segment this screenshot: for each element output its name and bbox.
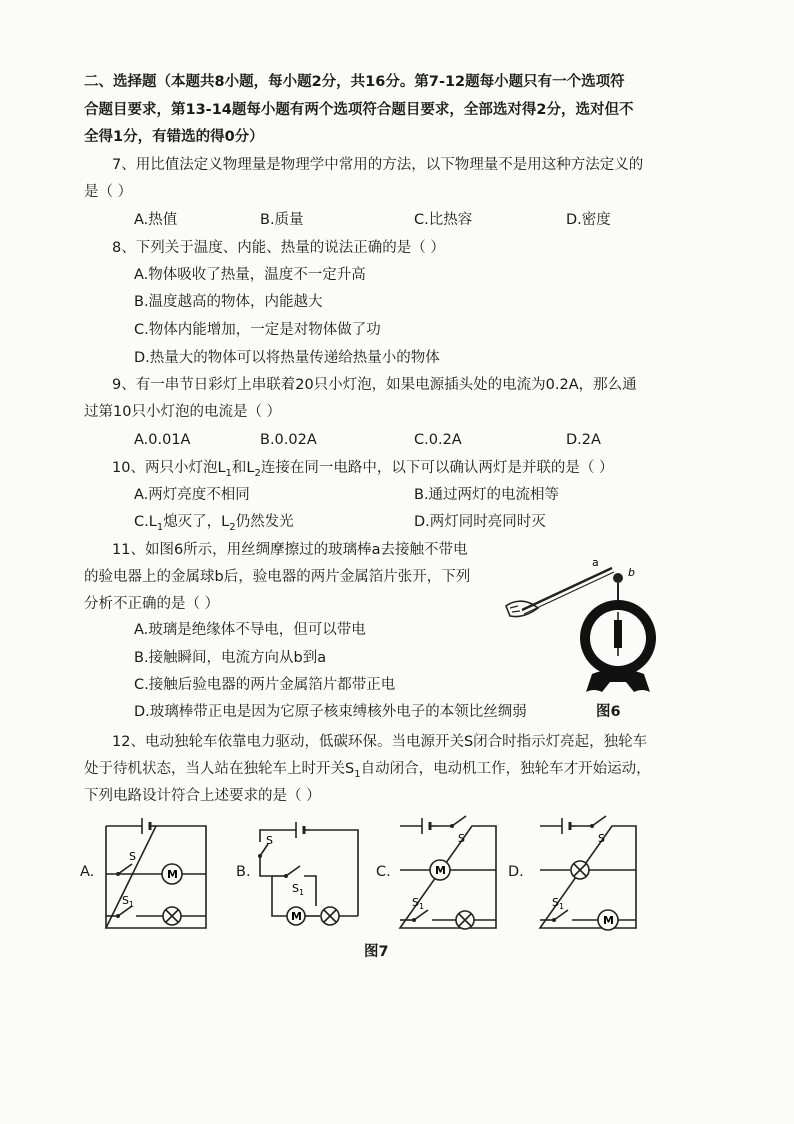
q9-stem-2: 过第10只小灯泡的电流是（ ） xyxy=(84,404,282,420)
q8-stem: 8、下列关于温度、内能、热量的说法正确的是（ ） xyxy=(112,240,445,256)
circuit-d xyxy=(532,812,652,942)
switch-s1-blade xyxy=(554,910,568,920)
q10-option-d: D.两灯同时亮同时灭 xyxy=(414,514,546,530)
ball-label: b xyxy=(628,566,635,579)
section-heading-line-3: 全得1分，有错选的得0分） xyxy=(84,129,264,145)
q7-stem-2: 是（ ） xyxy=(84,184,133,200)
circuit-b-label: B. xyxy=(236,864,251,880)
switch-s1-label: $S_1$ xyxy=(412,896,425,911)
q12-stem-1: 12、电动独轮车依靠电力驱动，低碳环保。当电源开关S闭合时指示灯亮起，独轮车 xyxy=(112,734,648,750)
rod-label: a xyxy=(592,556,599,569)
switch-s1-label: $S_1$ xyxy=(122,894,135,909)
q9-option-a: A.0.01A xyxy=(134,432,191,448)
q12-stem-3: 下列电路设计符合上述要求的是（ ） xyxy=(84,788,321,804)
q7-stem-1: 7、用比值法定义物理量是物理学中常用的方法，以下物理量不是用这种方法定义的 xyxy=(112,157,644,173)
switch-s1-label: $S_1$ xyxy=(292,882,305,897)
q12-stem-2: 处于待机状态，当人站在独轮车上时开关$S_1$自动闭合，电动机工作，独轮车才开始运动， xyxy=(84,761,651,780)
circuit-d-label: D. xyxy=(508,864,524,880)
switch-s1-blade xyxy=(286,866,300,876)
switch-s-label: S xyxy=(266,834,273,847)
q7-option-b: B.质量 xyxy=(260,212,304,228)
q9-option-d: D.2A xyxy=(566,432,601,448)
figure-7-label: 图7 xyxy=(364,944,389,960)
metal-leaves xyxy=(614,620,622,648)
circuit-c-label: C. xyxy=(376,864,391,880)
switch-s-blade xyxy=(452,816,466,826)
q7-option-a: A.热值 xyxy=(134,212,178,228)
q10-option-b: B.通过两灯的电流相等 xyxy=(414,487,560,503)
motor-label: M xyxy=(435,864,446,877)
q8-option-d: D.热量大的物体可以将热量传递给热量小的物体 xyxy=(134,350,440,366)
switch-s-blade xyxy=(592,816,606,826)
q10-option-c: $C.L_1$熄灭了，$L_2$仍然发光 xyxy=(134,514,294,533)
figure-6-electroscope xyxy=(500,556,670,716)
q11-stem-1: 11、如图6所示，用丝绸摩擦过的玻璃棒a去接触不带电 xyxy=(112,542,468,558)
switch-s1-label: $S_1$ xyxy=(552,896,565,911)
q10-stem: 10、两只小灯泡$L_1$和$L_2$连接在同一电路中，以下可以确认两灯是并联的是（ ） xyxy=(112,460,614,479)
metal-ball xyxy=(613,573,623,583)
q11-stem-2: 的验电器上的金属球b后，验电器的两片金属箔片张开，下列 xyxy=(84,569,471,585)
electroscope-base xyxy=(586,669,650,692)
q8-option-c: C.物体内能增加，一定是对物体做了功 xyxy=(134,322,381,338)
q9-option-c: C.0.2A xyxy=(414,432,462,448)
q11-option-c: C.接触后验电器的两片金属箔片都带正电 xyxy=(134,677,396,693)
motor-label: M xyxy=(603,914,614,927)
switch-s1-blade xyxy=(414,910,428,920)
hand-fingers xyxy=(510,606,520,612)
section-heading-line-2: 合题目要求，第13-14题每小题有两个选项符合题目要求，全部选对得2分，选对但不 xyxy=(84,102,634,118)
q11-option-a: A.玻璃是绝缘体不导电，但可以带电 xyxy=(134,622,366,638)
q7-option-d: D.密度 xyxy=(566,212,611,228)
q10-option-a: A.两灯亮度不相同 xyxy=(134,487,250,503)
q9-stem-1: 9、有一串节日彩灯上串联着20只小灯泡，如果电源插头处的电流为0.2A，那么通 xyxy=(112,377,637,393)
glass-rod xyxy=(522,568,612,610)
switch-s-label: S xyxy=(129,850,136,863)
circuit-c xyxy=(392,812,512,942)
switch-s-label: S xyxy=(598,832,605,845)
q11-option-d: D.玻璃棒带正电是因为它原子核束缚核外电子的本领比丝绸弱 xyxy=(134,704,527,720)
motor-label: M xyxy=(167,868,178,881)
section-heading-line-1: 二、选择题（本题共8小题，每小题2分，共16分。第7-12题每小题只有一个选项符 xyxy=(84,74,625,90)
switch-s-blade xyxy=(118,864,132,874)
switch-s-label: S xyxy=(458,832,465,845)
circuit-b xyxy=(250,812,370,942)
q11-stem-3: 分析不正确的是（ ） xyxy=(84,596,220,612)
q8-option-b: B.温度越高的物体，内能越大 xyxy=(134,294,323,310)
q8-option-a: A.物体吸收了热量，温度不一定升高 xyxy=(134,267,366,283)
q7-option-c: C.比热容 xyxy=(414,212,473,228)
circuit-a-label: A. xyxy=(80,864,95,880)
motor-label: M xyxy=(291,910,302,923)
q9-option-b: B.0.02A xyxy=(260,432,317,448)
q11-option-b: B.接触瞬间，电流方向从b到a xyxy=(134,650,327,666)
circuit-a xyxy=(96,812,226,942)
figure-6-label: 图6 xyxy=(596,704,621,720)
